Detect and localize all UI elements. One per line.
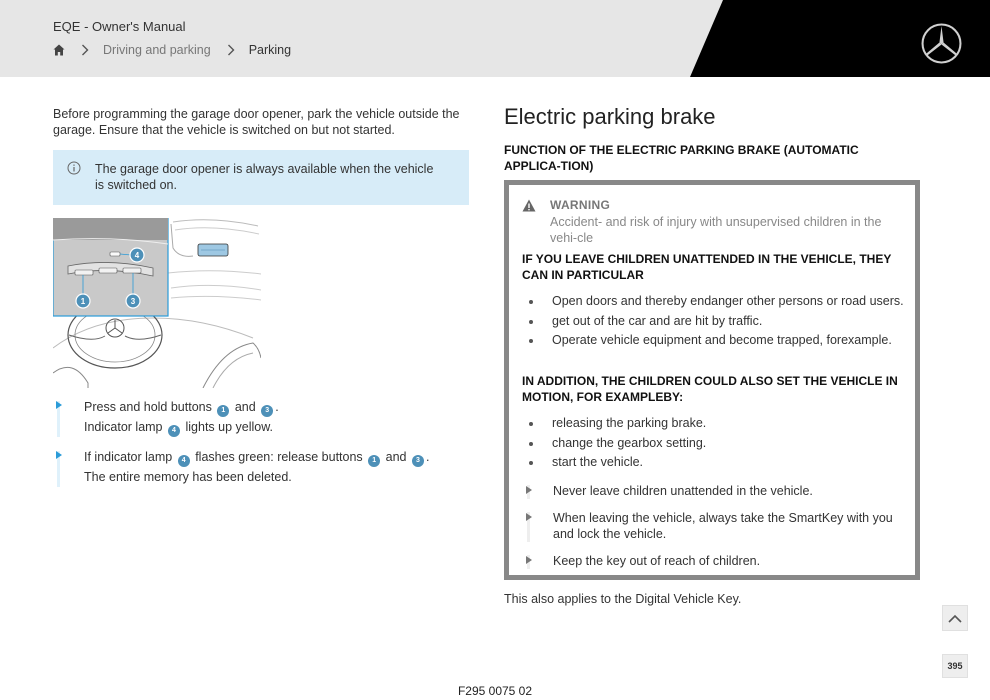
breadcrumb xyxy=(53,42,291,58)
callout-4: 4 xyxy=(134,251,140,260)
warning-heading-2: IN ADDITION, THE CHILDREN COULD ALSO SET THE VEHICLE IN MOTION, FOR EXAMPLEBY: xyxy=(522,374,898,404)
step-text: lights up yellow. xyxy=(185,420,274,434)
callout-1: 1 xyxy=(80,297,86,306)
step-2 xyxy=(53,447,468,487)
button-1-badge: 1 xyxy=(368,455,380,467)
bullet-icon xyxy=(529,442,533,446)
warning-step-text: Keep the key out of reach of children. xyxy=(553,554,761,568)
warning-step xyxy=(522,510,907,542)
function-title: FUNCTION OF THE ELECTRIC PARKING BRAKE (AUTOMATIC APPLICA-TION) xyxy=(504,143,859,173)
step-text: . xyxy=(275,400,279,414)
info-text: The garage door opener is always available when the vehicle is switched on. xyxy=(95,162,434,192)
step-text: and xyxy=(385,450,407,464)
chevron-up-icon xyxy=(948,614,962,623)
info-icon xyxy=(67,161,81,175)
step-text: and xyxy=(234,400,256,414)
intro-paragraph: Before programming the garage door opener, park the vehicle outside the garage. Ensure that the vehicle is switched on but not started. xyxy=(53,107,460,137)
bullet-icon xyxy=(529,300,533,304)
list-item-text: get out of the car and are hit by traffic. xyxy=(552,313,763,328)
home-icon[interactable] xyxy=(53,44,65,56)
step-arrow-icon xyxy=(56,451,62,459)
list-item-text: Operate vehicle equipment and become trapped, forexample. xyxy=(552,333,892,347)
breadcrumb-link-driving-and-parking[interactable]: Driving and parking xyxy=(103,43,211,57)
step-text: Press and hold buttons xyxy=(84,400,212,414)
step-1-line-1 xyxy=(84,397,468,417)
warning-label: WARNING xyxy=(550,198,611,212)
button-3-badge: 3 xyxy=(412,455,424,467)
bullet-icon xyxy=(529,461,533,465)
warning-step-text: When leaving the vehicle, always take the SmartKey with you and lock the vehicle. xyxy=(553,511,893,541)
warning-heading-1: IF YOU LEAVE CHILDREN UNATTENDED IN THE VEHICLE, THEY CAN IN PARTICULAR xyxy=(522,252,892,282)
digital-key-note: This also applies to the Digital Vehicle Key. xyxy=(504,592,742,606)
page-number: 395 xyxy=(942,654,968,678)
list-item xyxy=(522,453,907,473)
garage-door-opener-illustration xyxy=(53,218,261,388)
step-text: Indicator lamp xyxy=(84,420,163,434)
step-arrow-icon xyxy=(526,556,532,564)
step-1 xyxy=(53,397,468,437)
chevron-right-icon xyxy=(81,44,89,56)
programming-steps xyxy=(53,397,468,497)
button-1-badge: 1 xyxy=(217,405,229,417)
chevron-right-icon xyxy=(227,44,235,56)
mercedes-star-logo[interactable] xyxy=(921,23,962,64)
list-item xyxy=(522,414,907,434)
warning-box xyxy=(504,180,920,580)
button-3-badge: 3 xyxy=(261,405,273,417)
scroll-to-top-button[interactable] xyxy=(942,605,968,631)
warning-triangle-icon xyxy=(522,199,536,212)
bullet-icon xyxy=(529,339,533,343)
section-title: Electric parking brake xyxy=(504,104,716,129)
warning-step-text: Never leave children unattended in the vehicle. xyxy=(553,484,813,498)
manual-title: EQE - Owner's Manual xyxy=(53,19,186,34)
warning-step xyxy=(522,483,907,499)
list-item-text: change the gearbox setting. xyxy=(552,435,707,450)
list-item-text: releasing the parking brake. xyxy=(552,416,707,430)
warning-steps xyxy=(522,483,907,577)
step-text: If indicator lamp xyxy=(84,450,173,464)
breadcrumb-current-parking: Parking xyxy=(248,43,292,57)
lamp-4-badge: 4 xyxy=(168,425,180,437)
step-2-line-2: The entire memory has been deleted. xyxy=(84,470,292,484)
list-item xyxy=(522,331,907,351)
list-item xyxy=(522,312,907,332)
list-item xyxy=(522,434,907,454)
list-item xyxy=(522,292,907,312)
info-box xyxy=(53,150,469,205)
warning-list-2 xyxy=(522,414,907,473)
bullet-icon xyxy=(529,320,533,324)
warning-list-1 xyxy=(522,292,907,351)
bullet-icon xyxy=(529,422,533,426)
step-arrow-icon xyxy=(526,513,532,521)
lamp-4-badge: 4 xyxy=(178,455,190,467)
list-item-text: start the vehicle. xyxy=(552,455,644,469)
step-arrow-icon xyxy=(56,401,62,409)
step-arrow-icon xyxy=(526,486,532,494)
step-2-line-1 xyxy=(84,447,468,467)
page-header xyxy=(0,0,990,77)
callout-3: 3 xyxy=(130,297,136,306)
step-text: . xyxy=(425,450,430,464)
list-item-text: Open doors and thereby endanger other persons or road users. xyxy=(552,294,904,308)
footer-code: F295 0075 02 xyxy=(457,684,533,698)
warning-subtitle: Accident- and risk of injury with unsupervised children in the vehi-cle xyxy=(550,215,882,245)
warning-step xyxy=(522,553,907,569)
step-text: flashes green: release buttons xyxy=(195,450,363,464)
step-1-line-2 xyxy=(84,417,468,437)
